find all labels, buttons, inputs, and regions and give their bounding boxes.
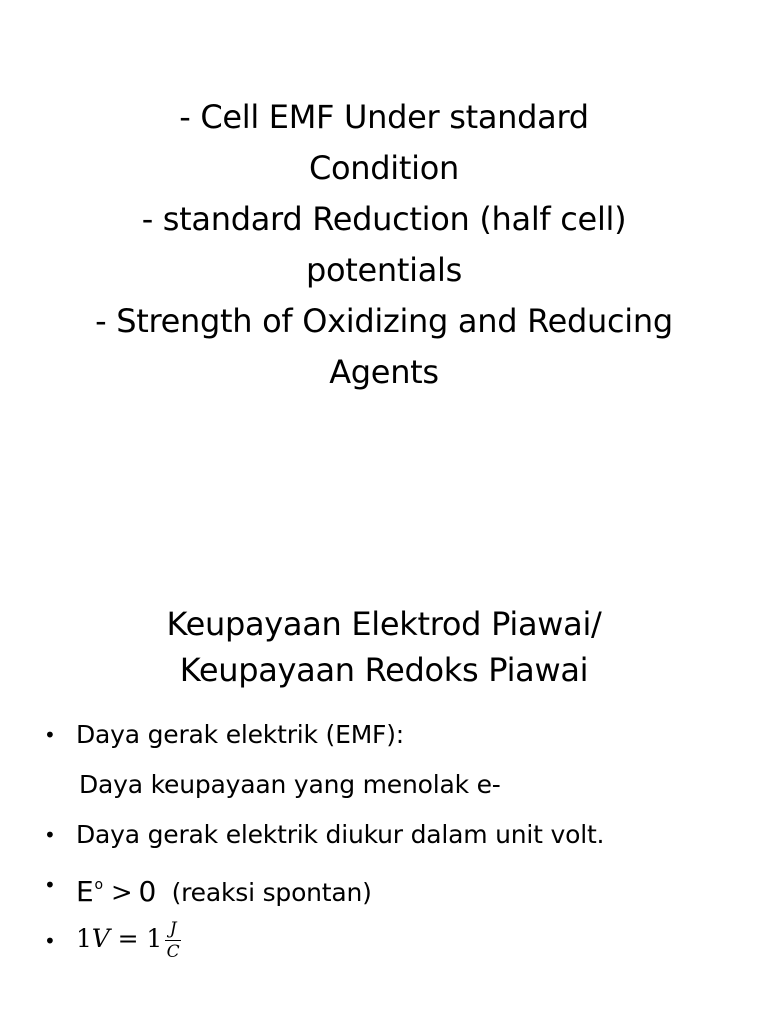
- bullet-item-emf: [44, 717, 748, 767]
- bullet-item-unit: [44, 817, 748, 867]
- formula-fraction: [165, 919, 181, 962]
- bullet-dot-icon: •: [44, 929, 56, 953]
- formula-lhs-number: 1: [76, 923, 92, 953]
- slide-2-title: [20, 601, 748, 693]
- volt-formula: [76, 917, 181, 960]
- sub-line-definition: [44, 767, 748, 817]
- eo-relation: >: [110, 878, 133, 908]
- eo-value: 0: [138, 875, 157, 908]
- formula-lhs-unit: V: [91, 923, 110, 953]
- bullet-list: [44, 717, 748, 977]
- title-line: Keupayaan Elektrod Piawai/: [166, 605, 602, 643]
- bullet-text: Daya gerak elektrik (EMF):: [76, 720, 405, 749]
- bullet-dot-icon: •: [44, 873, 56, 897]
- bullet-text: Daya gerak elektrik diukur dalam unit volt.: [76, 820, 605, 849]
- fraction-bar: [165, 940, 181, 941]
- slide-1-title: [20, 92, 748, 398]
- title-line: Keupayaan Redoks Piawai: [179, 651, 589, 689]
- bullet-dot-icon: •: [44, 723, 56, 747]
- title-line: Agents: [329, 353, 439, 391]
- title-line: potentials: [305, 251, 463, 289]
- sub-line-text: Daya keupayaan yang menolak e-: [79, 770, 501, 799]
- fraction-numerator: J: [169, 919, 177, 939]
- formula-equals: =: [117, 923, 139, 953]
- eo-expression: [76, 867, 372, 911]
- title-line: Condition: [308, 149, 459, 187]
- bullet-dot-icon: •: [44, 823, 56, 847]
- title-line: - Strength of Oxidizing and Reducing: [95, 302, 673, 340]
- eo-symbol: E: [76, 875, 94, 908]
- eo-superscript: o: [94, 877, 103, 893]
- slide-2: [0, 512, 768, 1024]
- title-line: - Cell EMF Under standard: [179, 98, 589, 136]
- fraction-denominator: C: [166, 942, 180, 962]
- formula-rhs-number: 1: [146, 923, 163, 953]
- bullet-item-formula: [44, 917, 748, 977]
- title-line: - standard Reduction (half cell): [141, 200, 627, 238]
- bullet-item-eo: [44, 867, 748, 917]
- eo-note: (reaksi spontan): [171, 878, 372, 907]
